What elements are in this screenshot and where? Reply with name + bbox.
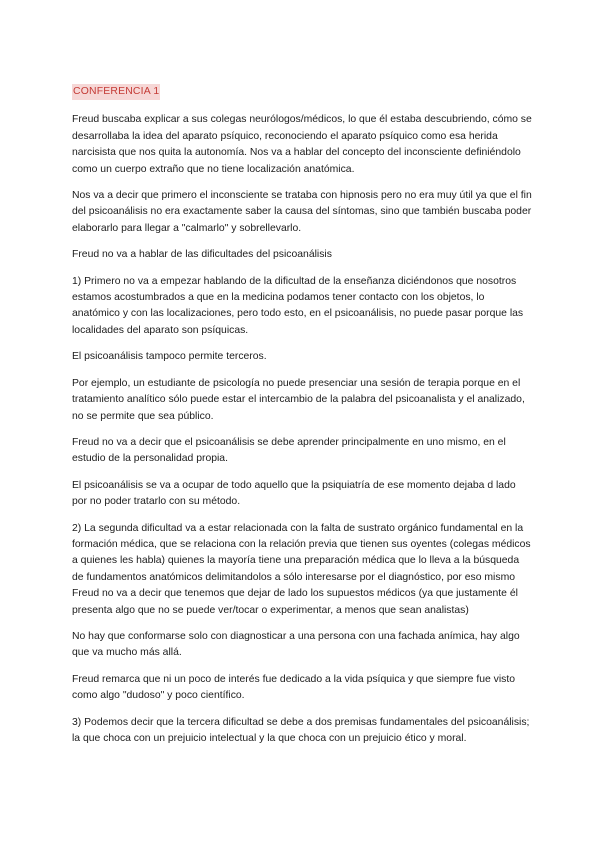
paragraph: Freud buscaba explicar a sus colegas neurólogos/médicos, lo que él estaba descubriendo, cómo se desarrollaba la idea del aparato psíquico, reconociendo el aparato psíquico como esa herida narcisista que nos quita la autonomía. Nos va a hablar del concepto del inconsciente definiéndolo como un cuerpo extraño que no tiene localización anatómica. bbox=[72, 114, 532, 175]
paragraph: Freud remarca que ni un poco de interés fue dedicado a la vida psíquica y que siempre fue visto como algo "dudoso" y poco científico. bbox=[72, 673, 516, 702]
document-body bbox=[72, 84, 532, 757]
paragraph: 2) La segunda dificultad va a estar relacionada con la falta de sustrato orgánico fundamental en la formación médica, que se relaciona con la relación previa que tienen sus oyentes (colegas médicos a quienes les habla) quienes la mayoría tiene una preparación médica que lo lleva a la búsqueda de fundamentos anatómicos delimitandolos a sólo interesarse por el diagnóstico, por eso mismo Freud no va a decir que tenemos que dejar de lado los supuestos médicos (ya que justamente él presenta algo que no se puede ver/tocar o experimentar, a menos que sean analistas) bbox=[72, 522, 531, 616]
paragraph: Freud no va a hablar de las dificultades del psicoanálisis bbox=[72, 249, 332, 261]
paragraph: 3) Podemos decir que la tercera dificultad se debe a dos premisas fundamentales del psicoanálisis; la que choca con un prejuicio intelectual y la que choca con un prejuicio ético y moral. bbox=[72, 716, 530, 744]
document-heading: CONFERENCIA 1 bbox=[72, 84, 160, 100]
paragraph: No hay que conformarse solo con diagnosticar a una persona con una fachada anímica, hay algo que va mucho más allá. bbox=[72, 630, 520, 659]
paragraph: Por ejemplo, un estudiante de psicología no puede presenciar una sesión de terapia porque en el tratamiento analítico sólo puede estar el intercambio de la palabra del psicoanalista y el analizado, no se permite que sea público. bbox=[72, 377, 525, 422]
paragraph: Nos va a decir que primero el inconsciente se trataba con hipnosis pero no era muy útil ya que el fin del psicoanálisis no era exactamente saber la causa del síntomas, sino que también buscaba poder elaborarlo para llegar a "calmarlo" y sobrellevarlo. bbox=[72, 190, 532, 234]
paragraph: 1) Primero no va a empezar hablando de la dificultad de la enseñanza diciéndonos que nosotros estamos acostumbrados a que en la medicina podamos tener contacto con los objetos, lo anatómico y con las localizaciones, pero todo esto, en el psicoanálisis, no puede pasar porque las localidades del aparato son psíquicas. bbox=[72, 275, 524, 336]
paragraph: El psicoanálisis se va a ocupar de todo aquello que la psiquiatría de ese momento dejaba d lado por no poder tratarlo con su método. bbox=[72, 479, 516, 508]
paragraph: Freud no va a decir que el psicoanálisis se debe aprender principalmente en uno mismo, en el estudio de la personalidad propia. bbox=[72, 436, 506, 465]
paragraph: El psicoanálisis tampoco permite terceros. bbox=[72, 351, 267, 363]
